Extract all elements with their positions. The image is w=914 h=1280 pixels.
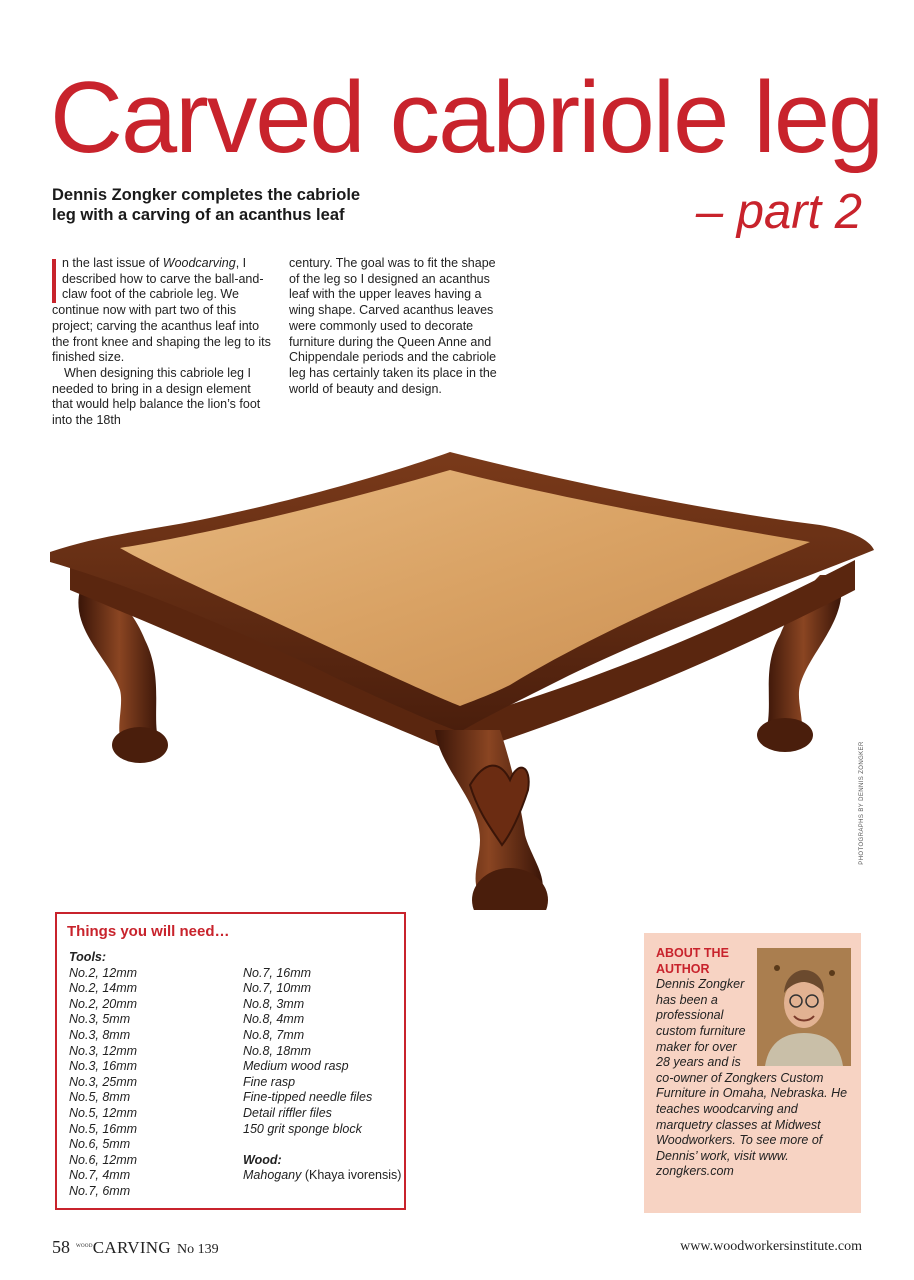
back-right-foot [757, 718, 813, 752]
photo-credit-text: PHOTOGRAPHS BY DENNIS ZONGKER [859, 741, 865, 865]
tool-item: No.6, 12mm [69, 1152, 138, 1167]
tool-item: No.2, 12mm [69, 965, 138, 980]
tool-item: No.7, 16mm [243, 965, 312, 980]
tool-item: No.3, 8mm [69, 1027, 131, 1042]
intro-text: n the last issue of [62, 256, 163, 270]
subtitle-line: Dennis Zongker completes the cabriole [52, 186, 361, 204]
tool-item: No.7, 4mm [69, 1168, 131, 1183]
tool-item: No.3, 5mm [69, 1012, 131, 1027]
tool-item: No.3, 16mm [69, 1059, 138, 1074]
brand-name: CARVING [92, 1238, 171, 1257]
tool-item: No.7, 6mm [69, 1183, 131, 1198]
tool-item: Fine-tipped needle files [243, 1090, 373, 1105]
things-heading: Things you will need… [67, 923, 230, 940]
tools-label: Tools: [69, 950, 107, 964]
body-paragraph: century. The goal was to fit the shape of the leg so I designed an acanthus leaf with the upper leaves having a wing shape. Carved acanthus leaves were commonly used to decorate furniture during the Queen Anne and Chippendale periods and the cabriole leg has certainly taken its place in the world of beauty and design. [289, 256, 497, 396]
tool-item: No.5, 16mm [69, 1121, 138, 1136]
footer-url: www.woodworkersinstitute.com [680, 1239, 862, 1254]
wood-label: Wood: [243, 1152, 282, 1167]
back-left-foot [112, 727, 168, 763]
author-bio: Dennis Zongker has been a professional custom furniture maker for over 28 years and is co-owner of Zongkers Custom Furniture in Omaha, Nebraska. He teaches woodcarving and marquetry classes at Midwest Woodworkers. To see more of Dennis’ work, visit www. zongkers.com [656, 977, 848, 1179]
author-heading-line: ABOUT THE [656, 946, 729, 960]
photo-credit [852, 740, 865, 880]
dropcap-i [52, 259, 56, 303]
tool-item: 150 grit sponge block [243, 1121, 362, 1136]
list-spacer [243, 1137, 403, 1153]
intro-paragraph [52, 256, 274, 366]
author-heading-line: AUTHOR [656, 961, 710, 976]
wood-item [243, 1168, 403, 1184]
tool-item: No.6, 5mm [69, 1137, 131, 1152]
issue-number: No 139 [176, 1242, 219, 1257]
things-you-need-box [55, 912, 406, 1210]
tool-item: No.8, 4mm [243, 1012, 305, 1027]
subtitle-line: leg with a carving of an acanthus leaf [52, 206, 345, 224]
tool-item: No.8, 18mm [243, 1043, 312, 1058]
body-paragraph: When designing this cabriole leg I needed to bring in a design element that would help balance the lion’s foot into the 18th [52, 365, 261, 428]
list-spacer [243, 950, 403, 966]
tools-list-col1 [69, 950, 229, 1200]
body-column-2 [289, 256, 503, 397]
article-subtitle [52, 185, 452, 225]
tool-item: No.3, 12mm [69, 1043, 138, 1058]
tool-item: No.5, 12mm [69, 1105, 138, 1120]
about-author-box [644, 933, 861, 1213]
table-photo [40, 440, 874, 910]
tool-item: Medium wood rasp [243, 1059, 349, 1074]
body-column-1 [52, 256, 274, 429]
tool-item: No.2, 20mm [69, 996, 138, 1011]
tool-item: Detail riffler files [243, 1105, 332, 1120]
tool-item: No.3, 25mm [69, 1074, 138, 1089]
part-label: – part 2 [695, 185, 862, 239]
magazine-name: Woodcarving [162, 256, 236, 270]
page-number: 58 [52, 1237, 70, 1257]
tool-item: No.8, 7mm [243, 1027, 305, 1042]
page-footer-left [52, 1237, 219, 1258]
author-portrait [757, 948, 851, 1066]
brand-small: WOOD [76, 1244, 93, 1249]
article-title: Carved cabriole leg [50, 62, 883, 174]
wood-species: Mahogany [243, 1168, 302, 1183]
tools-list-col2 [243, 950, 403, 1184]
tool-item: No.7, 10mm [243, 981, 312, 996]
tool-item: No.8, 3mm [243, 996, 305, 1011]
intro-text: , I described how to carve the ball-and-claw foot of the cabriole leg. We continue now with part two of this project; carving the acanthus leaf into the front knee and shaping the leg to its finished size. [52, 256, 271, 365]
tool-item: Fine rasp [243, 1074, 296, 1089]
tool-item: No.5, 8mm [69, 1090, 131, 1105]
wood-latin: (Khaya ivorensis) [301, 1168, 402, 1183]
tool-item: No.2, 14mm [69, 981, 138, 996]
